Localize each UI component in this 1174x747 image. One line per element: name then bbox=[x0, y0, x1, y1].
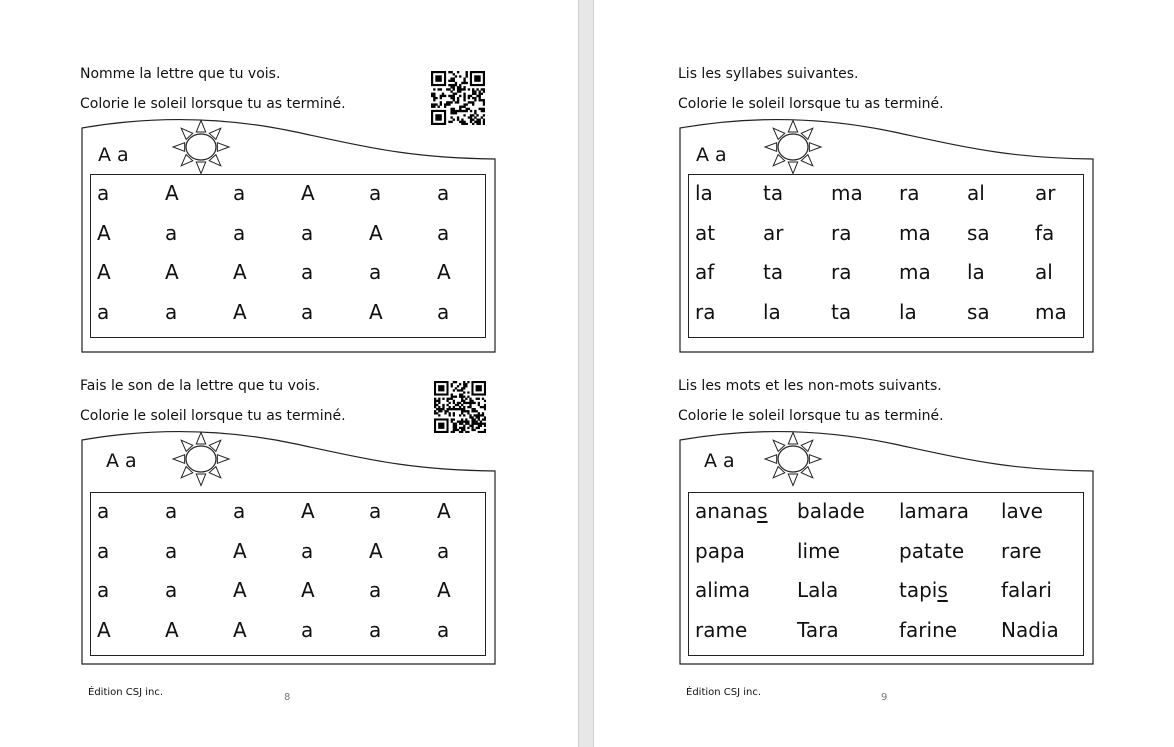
grid-cell: la bbox=[899, 299, 917, 324]
grid-cell: a bbox=[437, 538, 450, 563]
letter-grid bbox=[90, 492, 486, 656]
grid-cell: a bbox=[437, 299, 450, 324]
grid-cell: ra bbox=[899, 181, 920, 205]
word-text: lime bbox=[797, 538, 840, 563]
grid-cell: a bbox=[301, 538, 314, 563]
grid-cell: ma bbox=[899, 260, 931, 284]
word-cell bbox=[695, 578, 750, 602]
word-text: lamara bbox=[899, 499, 970, 523]
word-text: papa bbox=[695, 538, 745, 563]
word-text: anana bbox=[695, 499, 758, 523]
grid-cell: A bbox=[369, 220, 383, 245]
grid-cell: a bbox=[165, 538, 178, 563]
exercise-frame-sounds bbox=[81, 430, 497, 658]
grid-cell: A bbox=[97, 617, 111, 642]
exercise-frame-words bbox=[679, 430, 1095, 658]
instruction-letter-sound: Fais le son de la lettre que tu vois. bbox=[80, 378, 321, 394]
publisher-label: Édition CSJ inc. bbox=[686, 687, 762, 698]
instruction-color-sun: Colorie le soleil lorsque tu as terminé. bbox=[678, 96, 944, 112]
grid-cell: ra bbox=[831, 220, 852, 245]
grid-cell: a bbox=[437, 181, 450, 205]
grid-cell: a bbox=[437, 617, 450, 642]
grid-cell: a bbox=[369, 181, 382, 205]
word-text: tapi bbox=[899, 578, 938, 602]
grid-cell: ar bbox=[1035, 181, 1056, 205]
right-page bbox=[594, 0, 1174, 747]
grid-cell: la bbox=[763, 299, 781, 324]
silent-letter: s bbox=[937, 578, 948, 602]
syllable-grid bbox=[688, 174, 1084, 338]
word-cell bbox=[1001, 618, 1059, 642]
exercise-title: A a bbox=[98, 144, 129, 166]
grid-cell: A bbox=[233, 299, 247, 324]
grid-cell: a bbox=[233, 181, 246, 205]
sun-icon[interactable] bbox=[169, 430, 233, 488]
grid-cell: A bbox=[233, 578, 247, 602]
grid-cell: a bbox=[97, 578, 110, 602]
grid-cell: a bbox=[165, 499, 178, 523]
grid-cell: a bbox=[369, 260, 382, 284]
grid-cell: sa bbox=[967, 299, 990, 324]
grid-cell: a bbox=[97, 181, 110, 205]
grid-cell: A bbox=[437, 260, 451, 284]
grid-cell: a bbox=[165, 299, 178, 324]
page-gutter bbox=[578, 0, 594, 747]
grid-cell: A bbox=[301, 499, 315, 523]
grid-cell: A bbox=[437, 578, 451, 602]
exercise-title: A a bbox=[704, 450, 735, 472]
instruction-read-syllables: Lis les syllabes suivantes. bbox=[678, 66, 859, 82]
word-cell bbox=[1001, 578, 1052, 602]
grid-cell: a bbox=[233, 499, 246, 523]
word-text: Lala bbox=[797, 578, 839, 602]
word-text: lave bbox=[1001, 499, 1043, 523]
instruction-color-sun: Colorie le soleil lorsque tu as terminé. bbox=[80, 96, 346, 112]
word-cell bbox=[899, 499, 969, 523]
grid-cell: a bbox=[97, 538, 110, 563]
grid-cell: at bbox=[695, 220, 716, 245]
grid-cell: A bbox=[233, 617, 247, 642]
instruction-read-words: Lis les mots et les non-mots suivants. bbox=[678, 378, 942, 394]
instruction-color-sun: Colorie le soleil lorsque tu as terminé. bbox=[80, 408, 346, 424]
instruction-color-sun: Colorie le soleil lorsque tu as terminé. bbox=[678, 408, 944, 424]
word-cell bbox=[797, 578, 838, 602]
grid-cell: A bbox=[97, 260, 111, 284]
sun-icon[interactable] bbox=[761, 430, 825, 488]
qr-code-icon bbox=[434, 381, 486, 433]
grid-cell: A bbox=[369, 299, 383, 324]
grid-cell: ta bbox=[763, 260, 784, 284]
word-cell bbox=[695, 539, 745, 563]
page-number: 8 bbox=[284, 692, 291, 703]
exercise-title: A a bbox=[696, 144, 727, 166]
word-cell bbox=[695, 618, 747, 642]
word-text: balade bbox=[797, 499, 865, 523]
word-cell bbox=[797, 539, 840, 563]
grid-cell: af bbox=[695, 260, 715, 284]
silent-letter: s bbox=[757, 499, 768, 523]
word-cell bbox=[899, 539, 964, 563]
grid-cell: ra bbox=[695, 299, 716, 324]
word-text: Tara bbox=[797, 617, 839, 642]
grid-cell: ma bbox=[899, 220, 931, 245]
grid-cell: ma bbox=[1035, 299, 1067, 324]
sun-icon[interactable] bbox=[169, 118, 233, 176]
grid-cell: ma bbox=[831, 181, 863, 205]
grid-cell: a bbox=[233, 220, 246, 245]
word-cell bbox=[695, 499, 768, 523]
grid-cell: a bbox=[301, 260, 314, 284]
word-cell bbox=[899, 578, 948, 602]
grid-cell: a bbox=[165, 578, 178, 602]
grid-cell: A bbox=[165, 617, 179, 642]
word-cell bbox=[1001, 539, 1042, 563]
letter-grid bbox=[90, 174, 486, 338]
word-text: rare bbox=[1001, 538, 1042, 563]
grid-cell: sa bbox=[967, 220, 990, 245]
grid-cell: ta bbox=[763, 181, 784, 205]
word-grid bbox=[688, 492, 1084, 656]
word-cell bbox=[899, 618, 957, 642]
grid-cell: A bbox=[437, 499, 451, 523]
grid-cell: A bbox=[97, 220, 111, 245]
grid-cell: a bbox=[97, 499, 110, 523]
publisher-label: Édition CSJ inc. bbox=[88, 687, 164, 698]
qr-code-icon bbox=[431, 71, 485, 125]
exercise-frame-syllables bbox=[679, 118, 1095, 346]
grid-cell: A bbox=[301, 181, 315, 205]
exercise-frame-letters bbox=[81, 118, 497, 346]
grid-cell: al bbox=[1035, 260, 1053, 284]
grid-cell: la bbox=[695, 181, 713, 205]
grid-cell: A bbox=[301, 578, 315, 602]
grid-cell: A bbox=[165, 260, 179, 284]
grid-cell: A bbox=[233, 260, 247, 284]
word-text: Nadia bbox=[1001, 617, 1059, 642]
word-text: falari bbox=[1001, 578, 1052, 602]
sun-icon[interactable] bbox=[761, 118, 825, 176]
word-text: patate bbox=[899, 538, 965, 563]
grid-cell: a bbox=[437, 220, 450, 245]
grid-cell: A bbox=[165, 181, 179, 205]
word-text: alima bbox=[695, 578, 751, 602]
instruction-name-letter: Nomme la lettre que tu vois. bbox=[80, 66, 281, 82]
word-cell bbox=[1001, 499, 1043, 523]
grid-cell: la bbox=[967, 260, 985, 284]
grid-cell: a bbox=[369, 499, 382, 523]
grid-cell: A bbox=[369, 538, 383, 563]
grid-cell: a bbox=[165, 220, 178, 245]
word-text: farine bbox=[899, 617, 958, 642]
grid-cell: ta bbox=[831, 299, 852, 324]
grid-cell: fa bbox=[1035, 220, 1055, 245]
grid-cell: a bbox=[369, 578, 382, 602]
grid-cell: a bbox=[301, 220, 314, 245]
grid-cell: A bbox=[233, 538, 247, 563]
page-number: 9 bbox=[881, 692, 888, 703]
word-cell bbox=[797, 499, 865, 523]
grid-cell: a bbox=[369, 617, 382, 642]
grid-cell: a bbox=[301, 299, 314, 324]
grid-cell: ar bbox=[763, 220, 784, 245]
grid-cell: al bbox=[967, 181, 985, 205]
grid-cell: a bbox=[301, 617, 314, 642]
word-text: rame bbox=[695, 617, 748, 642]
exercise-title: A a bbox=[106, 450, 137, 472]
left-page bbox=[0, 0, 578, 747]
word-cell bbox=[797, 618, 839, 642]
grid-cell: a bbox=[97, 299, 110, 324]
grid-cell: ra bbox=[831, 260, 852, 284]
